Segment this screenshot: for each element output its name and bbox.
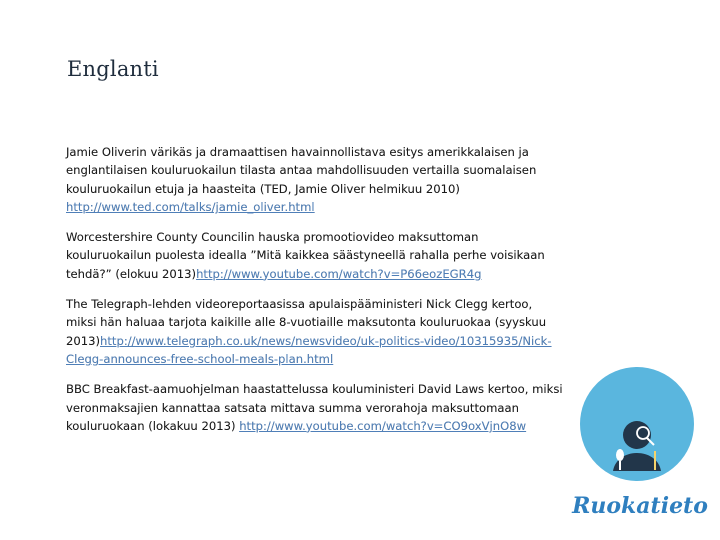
list-item bbox=[66, 143, 564, 216]
list-item bbox=[66, 380, 564, 435]
resource-link[interactable]: http://www.youtube.com/watch?v=CO9oxVjnO8w bbox=[239, 418, 527, 433]
paragraph-text: BBC Breakfast-aamuohjelman haastattelussa kouluministeri David Laws kertoo, miksi veronmaksajien kannattaa satsata mittava summa verorahoja maksuttomaan kouluruokaan (lokakuu 2013) bbox=[66, 382, 563, 433]
paragraph-text: Worcestershire County Councilin hauska promootiovideo maksuttoman kouluruokailun puolesta idealla ”Mitä kaikkea säästyneellä rahalla perhe voisikaan tehdä?” (elokuu 2013) bbox=[66, 230, 545, 281]
paragraph-text: Jamie Oliverin värikäs ja dramaattisen havainnollistava esitys amerikkalaisen ja englantilaisen kouluruokailun tilasta antaa mahdollisuuden vertailla suomalaisen kouluruokailun etuja ja haasteita (TED, Jamie Oliver helmikuu 2010) bbox=[66, 145, 537, 196]
resource-link[interactable]: http://www.youtube.com/watch?v=P66eozEGR4g bbox=[196, 266, 482, 281]
resource-link[interactable]: http://www.telegraph.co.uk/news/newsvideo/uk-politics-video/10315935/Nick-Clegg-announces-free-school-meals-plan.html bbox=[66, 333, 552, 366]
resource-link[interactable]: http://www.ted.com/talks/jamie_oliver.html bbox=[66, 199, 315, 214]
resource-list bbox=[66, 143, 564, 447]
paragraph-text: The Telegraph-lehden videoreportaasissa apulaispääministeri Nick Clegg kertoo, miksi hän haluaa tarjota kaikille alle 8-vuotiaille maksutonta kouluruokaa (syyskuu 2013) bbox=[66, 297, 547, 348]
logo-wordmark: Ruokatieto bbox=[572, 493, 708, 519]
list-item bbox=[66, 228, 564, 283]
slide-title: Englanti bbox=[67, 57, 159, 81]
ruokatieto-logo bbox=[565, 367, 715, 527]
list-item bbox=[66, 295, 564, 368]
logo-arc-text: KOULURU TIT bbox=[569, 367, 690, 420]
